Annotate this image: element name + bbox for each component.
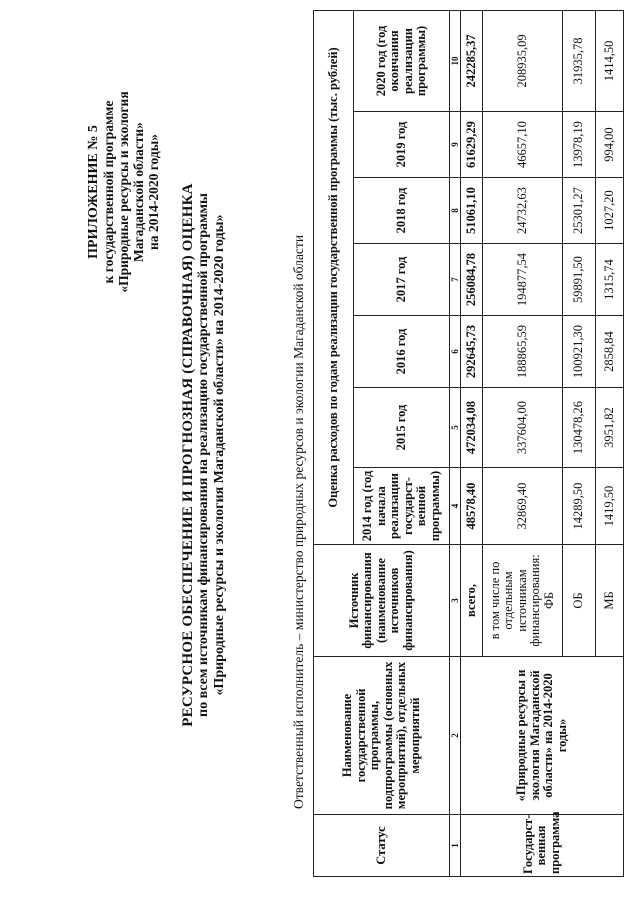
column-number-row [450, 10, 461, 876]
header-status: Статус [314, 815, 450, 877]
header-source: Источник финансирования (наименование источников финансирования) [314, 545, 450, 657]
appendix-line: к государственной программе [101, 100, 116, 284]
value-cell: 194877,54 [483, 244, 563, 316]
value-cell: 14289,50 [563, 468, 596, 545]
heading-line: РЕСУРСНОЕ ОБЕСПЕЧЕНИЕ И ПРОГНОЗНАЯ (СПРАВОЧНАЯ) ОЦЕНКА [180, 183, 196, 727]
source-cell: ОБ [563, 545, 596, 657]
column-number: 8 [450, 178, 461, 244]
resource-table [313, 10, 624, 877]
column-number: 1 [450, 815, 461, 877]
responsible-executor: Ответственный исполнитель – министерство природных ресурсов и экологии Магаданской области [291, 234, 306, 809]
appendix-block [86, 27, 161, 357]
header-year-2019: 2019 год [354, 112, 450, 178]
header-name: Наименование государственной программы, подпрограммы (основных мероприятий), отдельных мероприятий [314, 657, 450, 815]
value-cell: 1419,50 [596, 468, 624, 545]
appendix-line: на 2014-2020 годы» [146, 133, 161, 251]
value-cell: 3951,82 [596, 388, 624, 468]
header-year-2015: 2015 год [354, 388, 450, 468]
header-year-2017: 2017 год [354, 244, 450, 316]
heading-line: «Природные ресурсы и экология Магаданской области» на 2014-2020 годы» [212, 214, 227, 696]
header-year-2018: 2018 год [354, 178, 450, 244]
value-cell: 2858,84 [596, 316, 624, 388]
appendix-line: Магаданской области» [131, 122, 146, 262]
status-cell: Государст-венная программа [461, 815, 624, 877]
header-estimate: Оценка расходов по годам реализации государственной программы (тыс. рублей) [314, 10, 354, 544]
value-cell: 188865,59 [483, 316, 563, 388]
column-number: 7 [450, 244, 461, 316]
value-cell: 242285,37 [461, 10, 483, 111]
column-number: 5 [450, 388, 461, 468]
value-cell: 472034,08 [461, 388, 483, 468]
header-year-2014: 2014 год (год начала реализации государст-венной программы) [354, 468, 450, 545]
value-cell: 25301,27 [563, 178, 596, 244]
value-cell: 292645,73 [461, 316, 483, 388]
column-number: 4 [450, 468, 461, 545]
header-year-2016: 2016 год [354, 316, 450, 388]
source-cell: МБ [596, 545, 624, 657]
header-year-2020: 2020 год (год окончания реализации программы) [354, 10, 450, 111]
value-cell: 208935,09 [483, 10, 563, 111]
document-heading [180, 95, 228, 815]
value-cell: 31935,78 [563, 10, 596, 111]
value-cell: 59891,50 [563, 244, 596, 316]
column-number: 3 [450, 545, 461, 657]
value-cell: 994,00 [596, 112, 624, 178]
value-cell: 48578,40 [461, 468, 483, 545]
heading-line: по всем источникам финансирования на реализацию государственной программы [196, 193, 211, 717]
value-cell: 13978,19 [563, 112, 596, 178]
table-row [461, 10, 483, 876]
column-number: 6 [450, 316, 461, 388]
value-cell: 46657,10 [483, 112, 563, 178]
value-cell: 256084,78 [461, 244, 483, 316]
value-cell: 337604,00 [483, 388, 563, 468]
value-cell: 24732,63 [483, 178, 563, 244]
column-number: 2 [450, 657, 461, 815]
value-cell: 100921,30 [563, 316, 596, 388]
appendix-line: «Природные ресурсы и экология [116, 91, 131, 293]
value-cell: 51061,10 [461, 178, 483, 244]
value-cell: 32869,40 [483, 468, 563, 545]
source-cell: всего, [461, 545, 483, 657]
value-cell: 1414,50 [596, 10, 624, 111]
appendix-title: ПРИЛОЖЕНИЕ № 5 [86, 125, 101, 259]
value-cell: 130478,26 [563, 388, 596, 468]
column-number: 10 [450, 10, 461, 111]
value-cell: 61629,29 [461, 112, 483, 178]
value-cell: 1027,20 [596, 178, 624, 244]
program-name-cell: «Природные ресурсы и экология Магаданской области» на 2014-2020 годы» [461, 657, 624, 815]
column-number: 9 [450, 112, 461, 178]
source-cell: в том числе по отдельным источникам финансирования: ФБ [483, 545, 563, 657]
value-cell: 1315,74 [596, 244, 624, 316]
